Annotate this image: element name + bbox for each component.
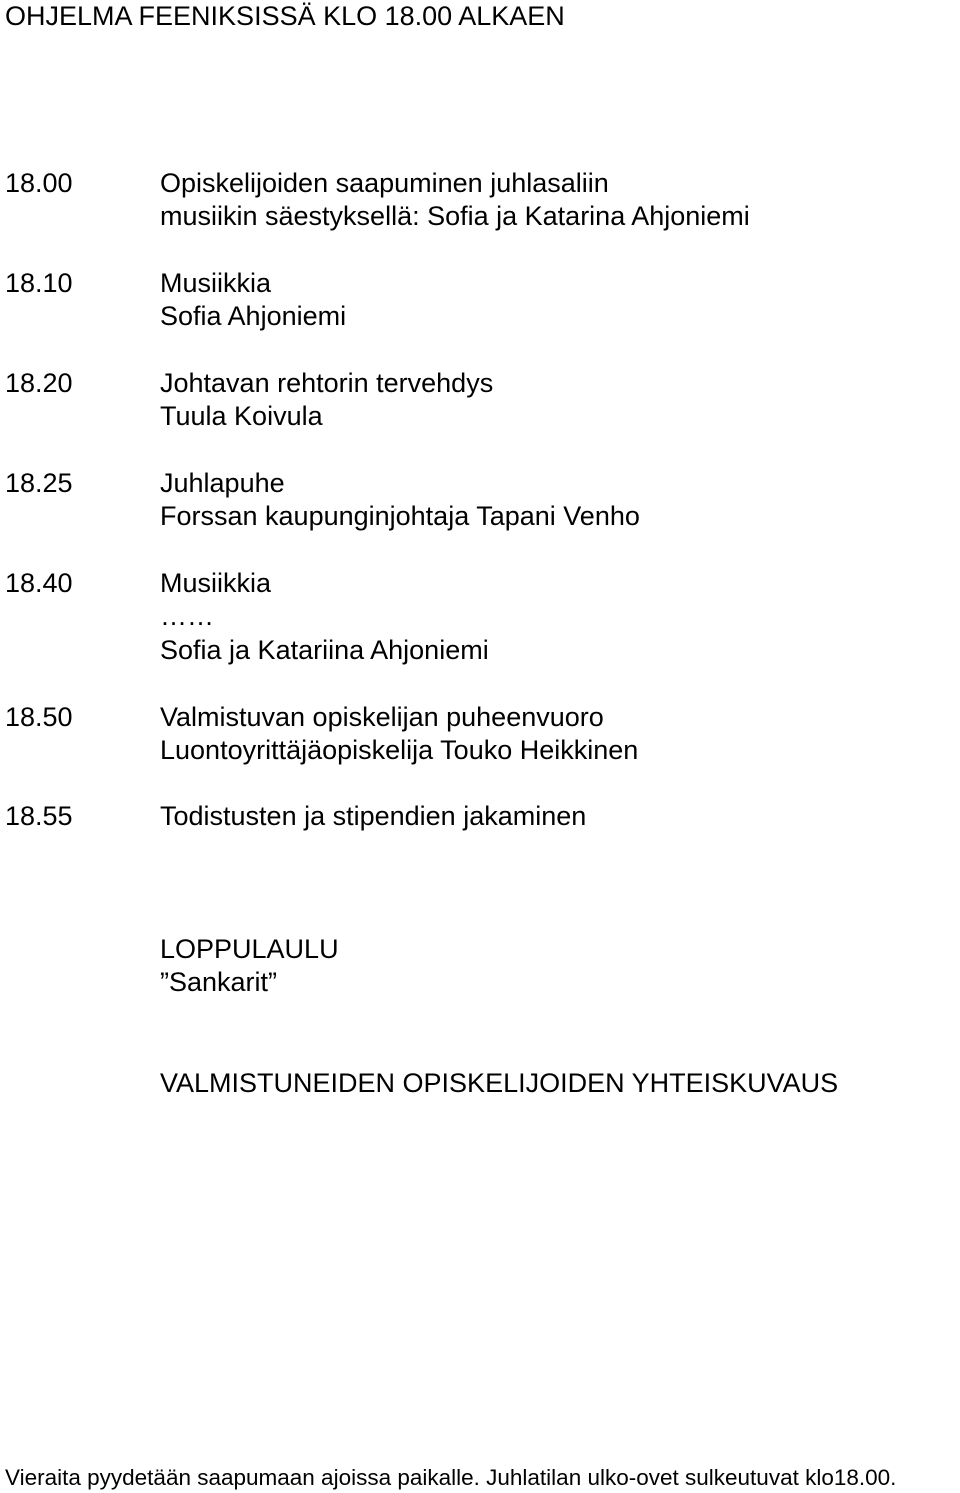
program-time: 18.50 (5, 702, 73, 732)
group-photo-note: VALMISTUNEIDEN OPISKELIJOIDEN YHTEISKUVAUS (160, 1068, 839, 1098)
program-line: Valmistuvan opiskelijan puheenvuoro (160, 702, 604, 732)
program-line: Sofia Ahjoniemi (160, 301, 347, 331)
program-line: musiikin säestyksellä: Sofia ja Katarina Ahjoniemi (160, 201, 750, 231)
program-line: Todistusten ja stipendien jakaminen (160, 801, 587, 831)
closing-song-label: LOPPULAULU (160, 934, 339, 964)
program-time: 18.25 (5, 468, 73, 498)
closing-song-title: ”Sankarit” (160, 967, 278, 997)
program-line: …… (160, 601, 214, 631)
program-line: Sofia ja Katariina Ahjoniemi (160, 635, 489, 665)
program-line: Musiikkia (160, 268, 272, 298)
program-line: Luontoyrittäjäopiskelija Touko Heikkinen (160, 735, 639, 765)
program-time: 18.10 (5, 268, 73, 298)
program-time: 18.00 (5, 168, 73, 198)
program-time: 18.20 (5, 368, 73, 398)
program-line: Opiskelijoiden saapuminen juhlasaliin (160, 168, 609, 198)
program-line: Forssan kaupunginjohtaja Tapani Venho (160, 501, 640, 531)
footer-note: Vieraita pyydetään saapumaan ajoissa paikalle. Juhlatilan ulko-ovet sulkeutuvat klo18.00. (5, 1465, 897, 1490)
program-time: 18.55 (5, 801, 73, 831)
program-line: Musiikkia (160, 568, 272, 598)
page-title: OHJELMA FEENIKSISSÄ KLO 18.00 ALKAEN (5, 1, 565, 31)
program-line: Tuula Koivula (160, 401, 323, 431)
program-time: 18.40 (5, 568, 73, 598)
program-line: Juhlapuhe (160, 468, 285, 498)
program-line: Johtavan rehtorin tervehdys (160, 368, 494, 398)
